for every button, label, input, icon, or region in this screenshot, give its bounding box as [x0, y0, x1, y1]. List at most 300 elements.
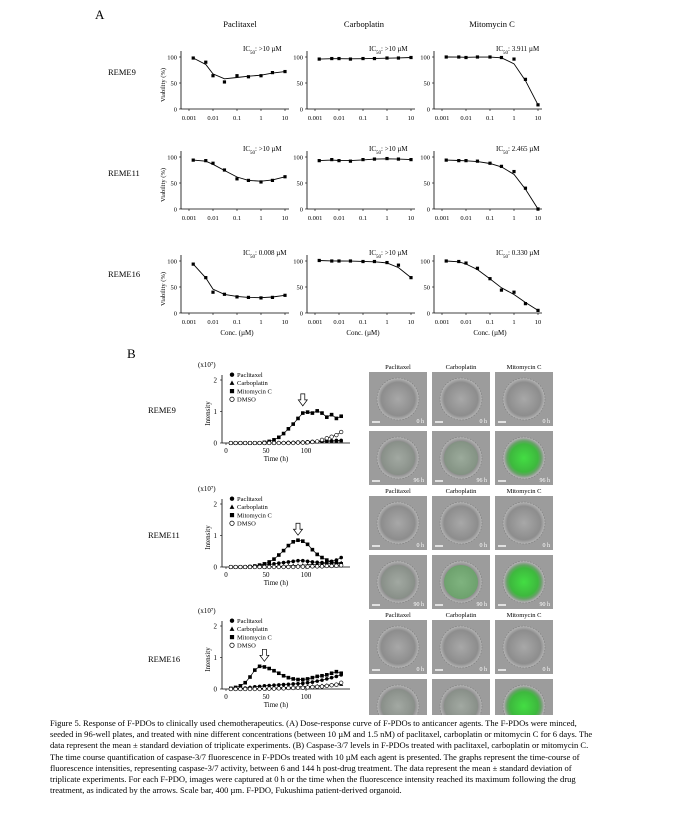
figure-caption	[50, 718, 662, 796]
data-point	[282, 561, 286, 565]
data-point	[271, 179, 274, 182]
data-point	[204, 61, 207, 64]
data-point	[263, 441, 267, 445]
data-point	[277, 671, 281, 675]
data-point	[248, 441, 252, 445]
x-tick-label: 0.1	[232, 319, 242, 326]
data-point	[243, 687, 247, 691]
image-column-header: Mitomycin C	[506, 364, 542, 371]
data-point	[488, 162, 491, 165]
y-multiplier: (x10⁷)	[198, 607, 216, 615]
x-tick-label: 10	[407, 115, 415, 122]
data-point	[291, 686, 295, 690]
data-point	[239, 441, 243, 445]
drug-column-title: Mitomycin C	[469, 19, 515, 29]
legend-marker	[230, 381, 235, 385]
data-point	[267, 560, 271, 564]
legend-marker	[230, 373, 234, 377]
caption-line: The time course quantification of caspase-3/7 fluorescence in F-PDOs treated with 10 µM each agent is presented. The graphs represent the time-course of	[50, 751, 580, 762]
data-point	[500, 289, 503, 292]
data-point	[320, 565, 324, 569]
data-point	[445, 55, 448, 58]
data-point	[385, 56, 388, 59]
data-point	[235, 295, 238, 298]
data-point	[476, 160, 479, 163]
data-point	[282, 432, 286, 436]
time-stamp: 0 h	[416, 667, 424, 673]
data-point	[296, 565, 300, 569]
legend-marker	[230, 635, 234, 639]
caption-line: fluorescence intensities, representing caspase-3/7 activity, between 6 and 144 h post-drug treatment. The data represent the mean ± standard deviation of	[50, 762, 572, 773]
data-point	[263, 687, 267, 691]
y-tick-label: 50	[296, 180, 303, 188]
data-point	[320, 678, 324, 682]
legend-marker	[230, 505, 235, 509]
y-tick-label: 1	[213, 408, 217, 416]
data-point	[318, 57, 321, 60]
data-point	[330, 158, 333, 161]
data-point	[311, 676, 315, 680]
data-point	[291, 677, 295, 681]
data-point	[243, 681, 247, 685]
data-point	[488, 277, 491, 280]
data-point	[512, 57, 515, 60]
data-point	[320, 674, 324, 678]
data-point	[253, 668, 257, 672]
x-tick-label: 0.001	[434, 215, 450, 222]
data-point	[315, 409, 319, 413]
y-multiplier: (x10⁷)	[198, 485, 216, 493]
data-point	[339, 671, 343, 675]
x-tick-label: 10	[407, 319, 415, 326]
data-point	[306, 441, 310, 445]
data-point	[330, 564, 334, 568]
x-tick-label: 0.001	[181, 215, 197, 222]
x-tick-label: 0.001	[307, 115, 323, 122]
data-point	[457, 260, 460, 263]
data-point	[536, 207, 539, 210]
data-point	[253, 687, 257, 691]
data-point	[373, 57, 376, 60]
data-point	[287, 441, 291, 445]
x-tick-label: 100	[300, 571, 312, 579]
y-tick-label: 100	[167, 54, 177, 62]
x-tick-label: 1	[259, 319, 263, 326]
data-point	[464, 56, 467, 59]
data-point	[325, 684, 329, 688]
data-point	[337, 259, 340, 262]
y-tick-label: 0	[426, 106, 430, 114]
data-point	[287, 565, 291, 569]
data-point	[306, 410, 310, 414]
x-tick-label: 1	[385, 319, 389, 326]
data-point	[229, 687, 233, 691]
data-point	[315, 679, 319, 683]
data-point	[283, 175, 286, 178]
data-point	[311, 680, 315, 684]
data-point	[234, 687, 238, 691]
fluorescence	[444, 565, 478, 599]
data-point	[318, 159, 321, 162]
caption-line: treatment, as indicated by the arrows. Scale bar, 400 µm. F-PDO, Fukushima patient-derived organoid.	[50, 785, 402, 796]
data-point	[306, 565, 310, 569]
data-point	[409, 276, 412, 279]
x-tick-label: 0	[224, 571, 228, 579]
data-point	[301, 411, 305, 415]
data-point	[296, 686, 300, 690]
caption-line: Figure 5. Response of F-PDOs to clinically used chemotherapeutics. (A) Dose-response curve of F-PDOs to anticancer agents. The F-PDOs were minced,	[50, 718, 577, 728]
y-tick-label: 100	[293, 154, 303, 162]
data-point	[318, 259, 321, 262]
legend-marker	[230, 513, 234, 517]
data-point	[287, 686, 291, 690]
x-tick-label: 10	[281, 319, 289, 326]
y-tick-label: 0	[173, 106, 177, 114]
fluorescence	[444, 441, 478, 475]
peak-arrow	[298, 394, 307, 406]
data-point	[291, 560, 295, 564]
fluorescence	[381, 441, 415, 475]
data-point	[320, 556, 324, 560]
data-point	[306, 560, 310, 564]
y-tick-label: 50	[170, 284, 177, 292]
fit-curve	[193, 160, 285, 181]
data-point	[259, 296, 262, 299]
data-point	[339, 430, 343, 434]
data-point	[263, 565, 267, 569]
data-point	[267, 667, 271, 671]
series-line	[231, 411, 341, 443]
y-tick-label: 50	[296, 80, 303, 88]
data-point	[247, 296, 250, 299]
data-point	[258, 565, 262, 569]
data-point	[524, 187, 527, 190]
legend-label: Mitomycin C	[237, 634, 272, 642]
data-point	[500, 165, 503, 168]
x-tick-label: 0.01	[460, 319, 472, 326]
data-point	[311, 548, 315, 552]
x-tick-label: 10	[534, 115, 542, 122]
data-point	[211, 162, 214, 165]
data-point	[325, 436, 329, 440]
data-point	[248, 675, 252, 679]
data-point	[235, 177, 238, 180]
data-point	[291, 540, 295, 544]
data-point	[306, 686, 310, 690]
data-point	[349, 160, 352, 163]
legend-label: DMSO	[237, 642, 256, 650]
data-point	[315, 440, 319, 444]
y-tick-label: 0	[213, 685, 217, 694]
x-tick-label: 1	[385, 215, 389, 222]
image-column-header: Mitomycin C	[506, 488, 542, 495]
data-point	[259, 74, 262, 77]
data-point	[253, 441, 257, 445]
data-point	[223, 80, 226, 83]
data-point	[248, 687, 252, 691]
x-tick-label: 0.01	[207, 319, 219, 326]
data-point	[235, 74, 238, 77]
peak-arrow	[260, 649, 269, 661]
legend-label: DMSO	[237, 396, 256, 404]
data-point	[361, 260, 364, 263]
y-tick-label: 100	[420, 54, 430, 62]
data-point	[277, 441, 281, 445]
legend-marker	[230, 497, 234, 501]
data-point	[271, 296, 274, 299]
x-axis-label: Time (h)	[263, 455, 289, 463]
data-point	[211, 291, 214, 294]
y-tick-label: 1	[213, 532, 217, 540]
x-tick-label: 0.001	[181, 319, 197, 326]
row-label: REME9	[108, 67, 136, 77]
data-point	[296, 417, 300, 421]
fit-curve	[193, 264, 285, 298]
data-point	[315, 685, 319, 689]
data-point	[306, 677, 310, 681]
x-tick-label: 50	[262, 571, 270, 579]
x-tick-label: 0.01	[207, 215, 219, 222]
time-stamp: 0 h	[542, 543, 550, 549]
fluorescence	[381, 565, 415, 599]
x-tick-label: 10	[281, 115, 289, 122]
data-point	[397, 56, 400, 59]
data-point	[536, 103, 539, 106]
x-tick-label: 10	[534, 215, 542, 222]
data-point	[500, 56, 503, 59]
legend-marker	[230, 643, 234, 647]
row-label: REME9	[148, 405, 176, 415]
y-tick-label: 2	[213, 622, 217, 631]
legend-label: Paclitaxel	[237, 618, 263, 625]
legend-label: Carboplatin	[237, 380, 268, 388]
y-tick-label: 2	[213, 500, 217, 509]
data-point	[330, 676, 334, 680]
time-stamp: 0 h	[542, 667, 550, 673]
data-point	[247, 75, 250, 78]
x-tick-label: 0.1	[485, 319, 495, 326]
data-point	[283, 294, 286, 297]
data-point	[306, 543, 310, 547]
image-column-header: Carboplatin	[445, 488, 477, 495]
data-point	[192, 56, 195, 59]
y-tick-label: 50	[423, 80, 430, 88]
x-tick-label: 0.1	[358, 115, 368, 122]
data-point	[457, 55, 460, 58]
data-point	[335, 683, 339, 687]
y-tick-label: 100	[420, 258, 430, 266]
time-stamp: 90 h	[539, 602, 550, 608]
data-point	[464, 261, 467, 264]
image-column-header: Carboplatin	[445, 364, 477, 371]
y-tick-label: 0	[299, 310, 303, 318]
legend-label: Paclitaxel	[237, 496, 263, 503]
x-tick-label: 50	[262, 693, 270, 701]
data-point	[258, 687, 262, 691]
ic50-label: $IC_{50}$: >10 µM	[369, 249, 408, 260]
data-point	[282, 565, 286, 569]
data-point	[239, 687, 243, 691]
x-tick-label: 0.01	[460, 215, 472, 222]
data-point	[315, 565, 319, 569]
data-point	[349, 259, 352, 262]
data-point	[243, 441, 247, 445]
time-stamp: 0 h	[542, 419, 550, 425]
data-point	[204, 159, 207, 162]
data-point	[296, 441, 300, 445]
legend-marker	[230, 521, 234, 525]
y-tick-label: 1	[213, 654, 217, 662]
y-tick-label: 0	[426, 206, 430, 214]
data-point	[373, 157, 376, 160]
ic50-label: $IC_{50}$: >10 µM	[369, 45, 408, 56]
x-axis-label: Conc. (µM)	[220, 329, 254, 337]
y-tick-label: 0	[299, 206, 303, 214]
x-axis-label: Time (h)	[263, 701, 289, 709]
data-point	[339, 564, 343, 568]
data-point	[320, 685, 324, 689]
drug-column-title: Carboplatin	[343, 19, 385, 29]
data-point	[311, 565, 315, 569]
data-point	[277, 553, 281, 557]
data-point	[301, 565, 305, 569]
y-tick-label: 50	[423, 180, 430, 188]
data-point	[311, 411, 315, 415]
x-tick-label: 1	[259, 115, 263, 122]
data-point	[234, 441, 238, 445]
y-tick-label: 100	[167, 154, 177, 162]
x-tick-label: 0.01	[333, 215, 345, 222]
ic50-label: $IC_{50}$: 2.465 µM	[496, 145, 540, 156]
data-point	[253, 565, 257, 569]
data-point	[282, 441, 286, 445]
data-point	[247, 179, 250, 182]
data-point	[301, 678, 305, 682]
x-tick-label: 1	[512, 215, 516, 222]
ic50-label: $IC_{50}$: 0.330 µM	[496, 249, 540, 260]
y-axis-label: Intensity	[204, 401, 212, 426]
data-point	[306, 681, 310, 685]
data-point	[330, 671, 334, 675]
image-column-header: Paclitaxel	[385, 364, 411, 371]
image-column-header: Paclitaxel	[385, 612, 411, 619]
fluorescence	[504, 562, 544, 602]
time-stamp: 0 h	[479, 543, 487, 549]
data-point	[234, 565, 238, 569]
fit-curve	[319, 261, 411, 278]
data-point	[287, 560, 291, 564]
time-stamp: 0 h	[479, 419, 487, 425]
data-point	[330, 435, 334, 439]
legend-label: Carboplatin	[237, 504, 268, 512]
data-point	[296, 559, 300, 563]
data-point	[239, 565, 243, 569]
data-point	[325, 673, 329, 677]
data-point	[397, 157, 400, 160]
data-point	[283, 70, 286, 73]
data-point	[385, 157, 388, 160]
x-tick-label: 0.001	[181, 115, 197, 122]
data-point	[282, 687, 286, 691]
data-point	[258, 665, 262, 669]
panel-a-label: A	[95, 7, 105, 22]
data-point	[536, 309, 539, 312]
data-point	[339, 414, 343, 418]
data-point	[287, 676, 291, 680]
time-stamp: 90 h	[413, 602, 424, 608]
data-point	[339, 681, 343, 685]
y-tick-label: 2	[213, 376, 217, 385]
data-point	[267, 441, 271, 445]
data-point	[211, 74, 214, 77]
data-point	[445, 159, 448, 162]
data-point	[373, 260, 376, 263]
x-tick-label: 50	[262, 447, 270, 455]
image-column-header: Mitomycin C	[506, 612, 542, 619]
time-stamp: 90 h	[476, 602, 487, 608]
x-tick-label: 0.001	[307, 215, 323, 222]
data-point	[277, 687, 281, 691]
drug-column-title: Paclitaxel	[223, 19, 257, 29]
data-point	[267, 565, 271, 569]
ic50-label: $IC_{50}$: >10 µM	[369, 145, 408, 156]
x-tick-label: 10	[407, 215, 415, 222]
data-point	[476, 55, 479, 58]
data-point	[335, 670, 339, 674]
row-label: REME11	[108, 168, 140, 178]
x-tick-label: 0.01	[207, 115, 219, 122]
caption-line: data represent the mean ± standard deviation of triplicate experiments. (B) Caspase-3/7 levels in F-PDOs treated with paclitaxel, carboplatin or mitomycin C.	[50, 740, 589, 751]
image-column-header: Paclitaxel	[385, 488, 411, 495]
y-tick-label: 0	[173, 310, 177, 318]
data-point	[272, 669, 276, 673]
time-stamp: 0 h	[416, 419, 424, 425]
data-point	[192, 159, 195, 162]
data-point	[192, 263, 195, 266]
y-axis-label: Viability (%)	[160, 271, 167, 307]
data-point	[263, 665, 267, 669]
y-tick-label: 0	[299, 106, 303, 114]
data-point	[291, 565, 295, 569]
legend-marker	[230, 627, 235, 631]
data-point	[320, 411, 324, 415]
data-point	[229, 441, 233, 445]
data-point	[349, 57, 352, 60]
ic50-label: $IC_{50}$: 0.008 µM	[243, 249, 287, 260]
x-tick-label: 1	[512, 319, 516, 326]
data-point	[243, 565, 247, 569]
data-point	[464, 159, 467, 162]
data-point	[330, 683, 334, 687]
data-point	[330, 259, 333, 262]
data-point	[277, 565, 281, 569]
data-point	[409, 158, 412, 161]
data-point	[409, 56, 412, 59]
data-point	[335, 433, 339, 437]
data-point	[272, 441, 276, 445]
data-point	[315, 675, 319, 679]
data-point	[282, 549, 286, 553]
caption-line: triplicate experiments. For each F-PDO, images were captured at 0 h or the time when the fluorescence intensity reached its maximum following the drug	[50, 774, 576, 785]
y-tick-label: 0	[173, 206, 177, 214]
x-tick-label: 1	[512, 115, 516, 122]
time-stamp: 96 h	[476, 478, 487, 484]
image-column-header: Carboplatin	[445, 612, 477, 619]
y-tick-label: 100	[293, 54, 303, 62]
data-point	[271, 71, 274, 74]
y-tick-label: 0	[213, 563, 217, 572]
legend-label: Mitomycin C	[237, 512, 272, 520]
